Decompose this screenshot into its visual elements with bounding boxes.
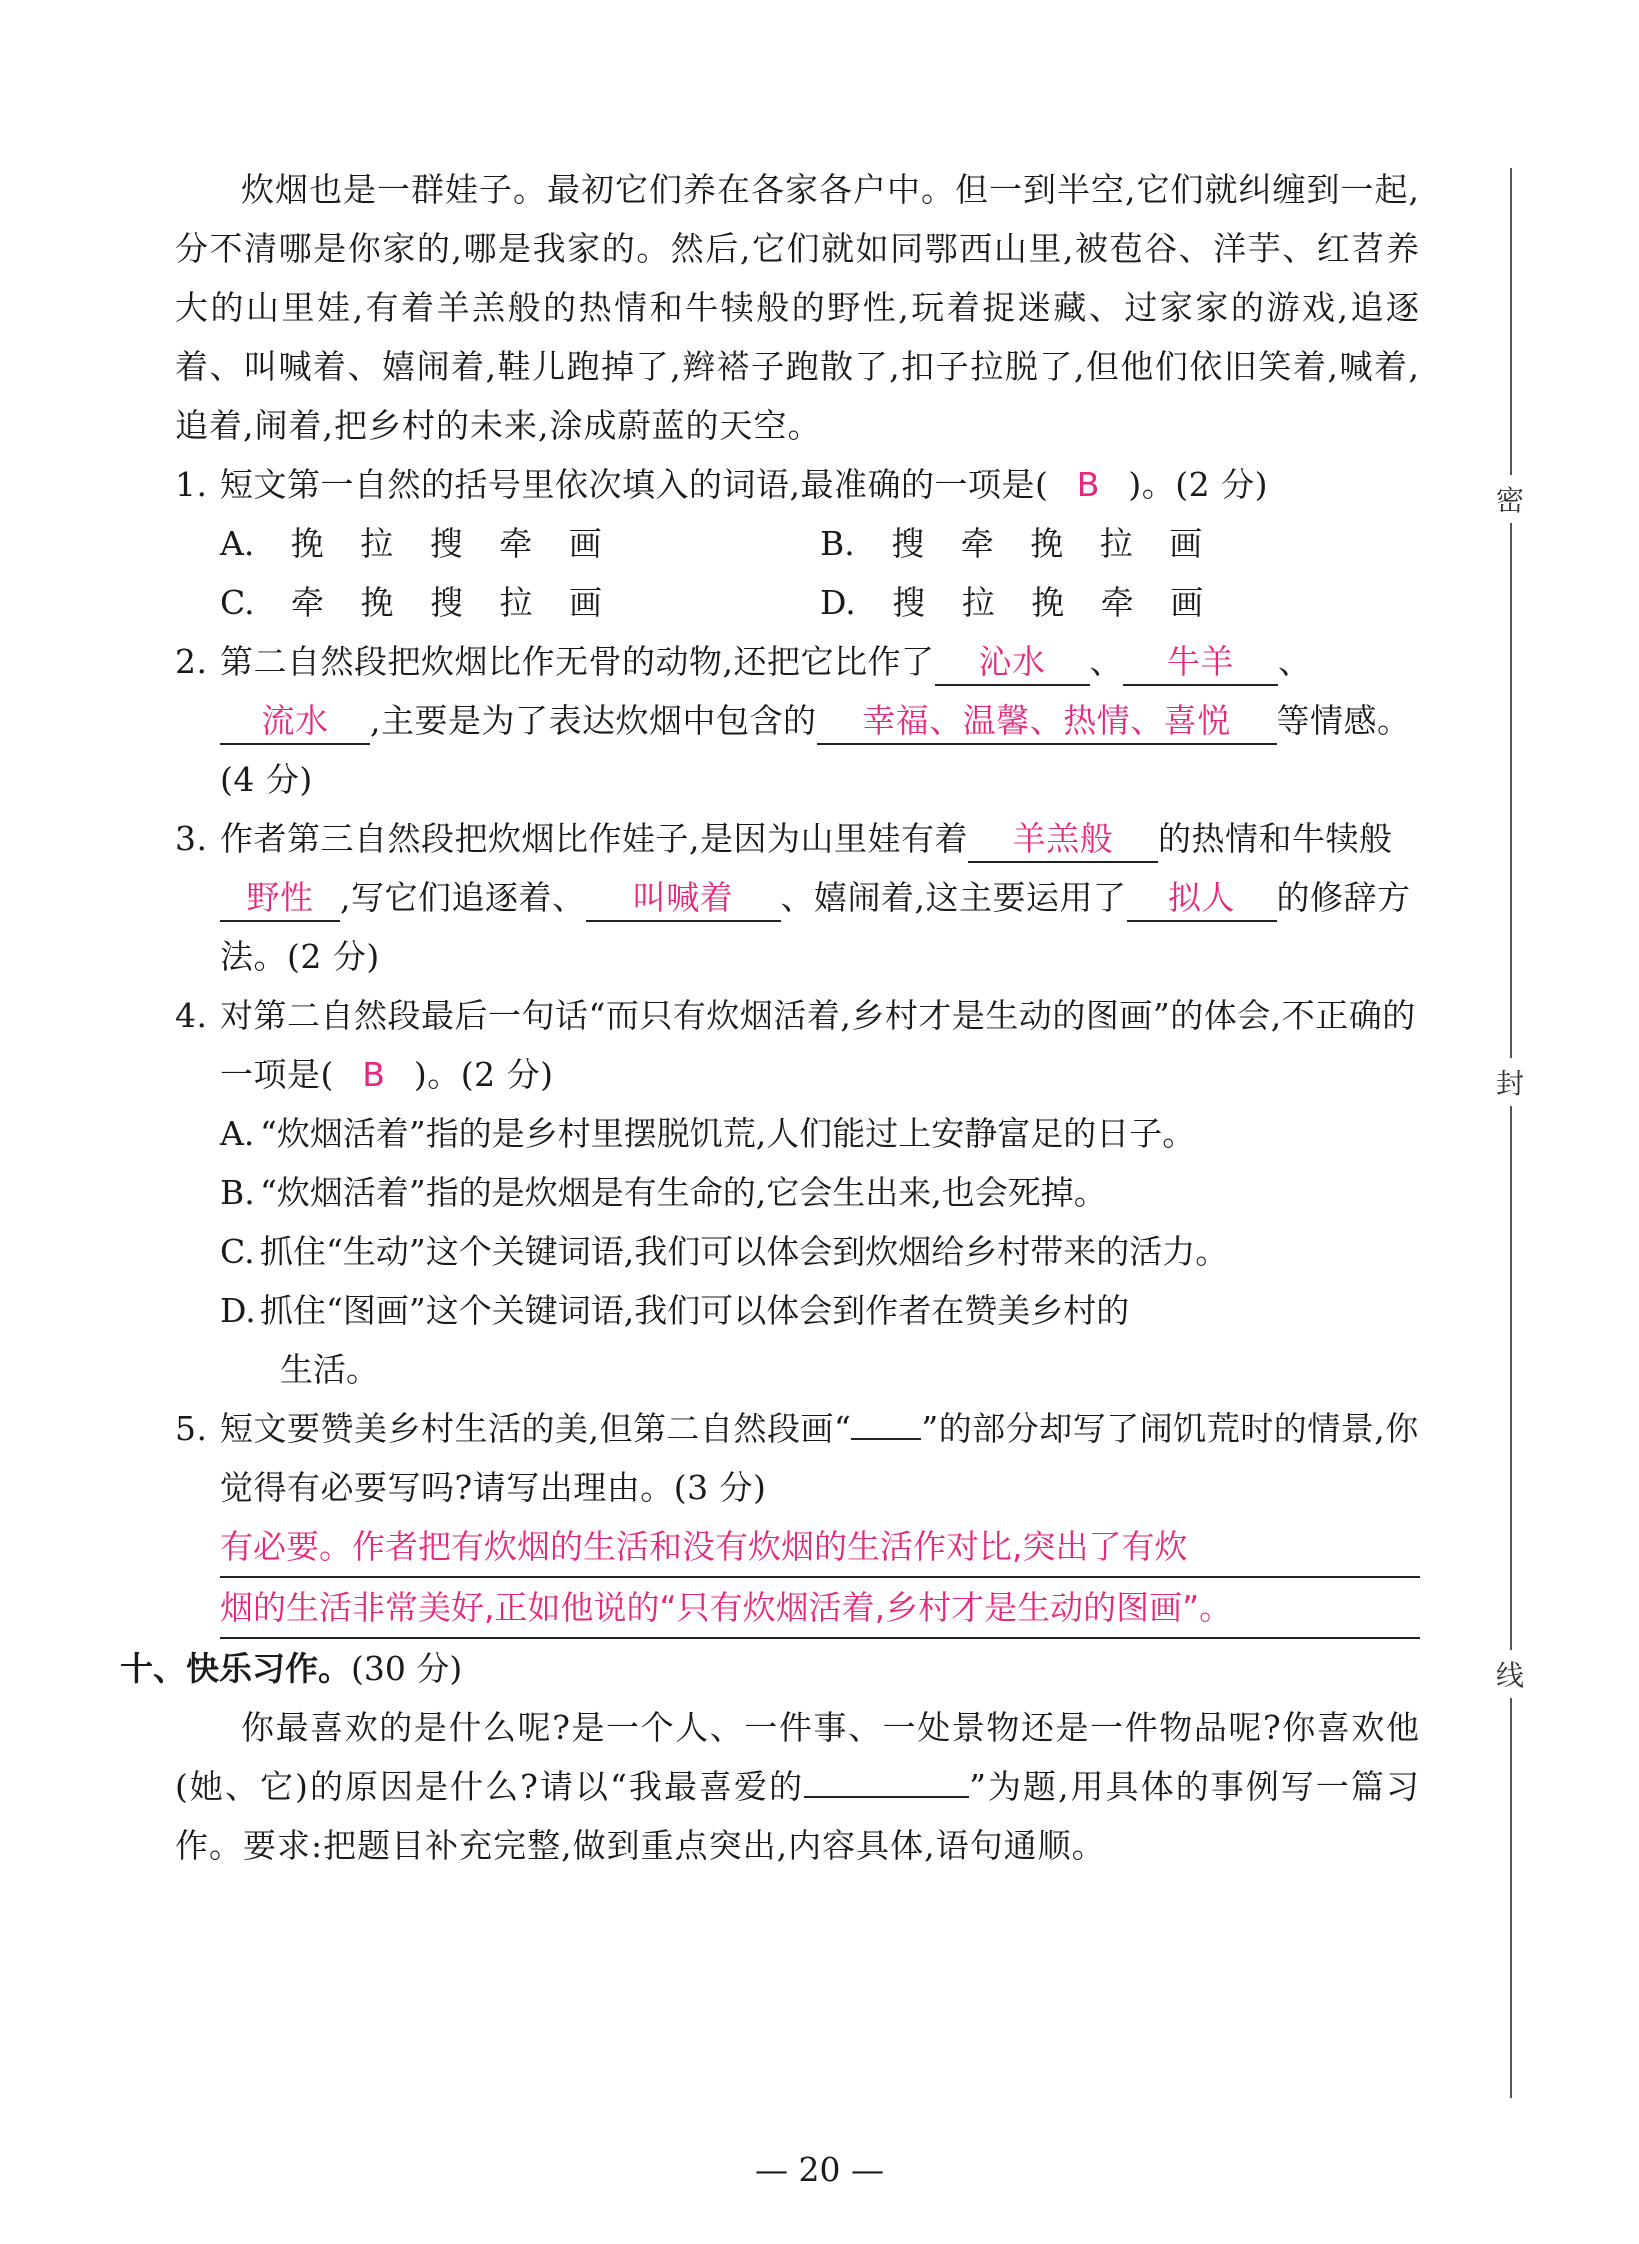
option-label: D.: [220, 1291, 256, 1330]
question-number: 5.: [175, 1409, 208, 1448]
title-blank: [804, 1796, 969, 1798]
option-label: B.: [220, 1173, 255, 1212]
q1-options: [175, 514, 1420, 632]
option-text: “炊烟活着”指的是炊烟是有生命的,它会生出来,也会死掉。: [260, 1173, 1107, 1212]
question-points: )。(2 分): [413, 1055, 554, 1094]
question-4: [175, 986, 1420, 1104]
answer-blank: 牛羊: [1123, 640, 1278, 686]
q5-answer: [220, 1517, 1420, 1639]
option-label: A.: [220, 1114, 255, 1153]
question-text: 第二自然段把炊烟比作无骨的动物,还把它比作了: [220, 642, 935, 681]
option-label: C.: [220, 1232, 255, 1271]
question-1: [175, 455, 1420, 514]
answer-blank: 叫喊着: [586, 876, 781, 922]
section-10-heading: [120, 1639, 1420, 1698]
question-text: 对第二自然段最后一句话“而只有炊烟活着,乡村才是生动的图画”的体会,不正确的一项是(: [220, 996, 1416, 1094]
question-number: 2.: [175, 642, 208, 681]
question-3: [175, 809, 1420, 986]
answer-choice: B: [362, 1055, 386, 1094]
answer-blank: 拟人: [1127, 876, 1277, 922]
answer-blank: 流水: [220, 699, 370, 745]
q4-option-c: [175, 1222, 1420, 1281]
option-text: “炊烟活着”指的是乡村里摆脱饥荒,人们能过上安静富足的日子。: [260, 1114, 1196, 1153]
option-d: D. 搜 拉 挽 牵 画: [820, 583, 1204, 622]
question-text: 的修辞方法。(2 分): [220, 878, 1411, 976]
question-text: ,写它们追逐着、: [340, 878, 586, 917]
question-5: [175, 1399, 1420, 1517]
question-text: 的热情和牛犊般: [1158, 819, 1393, 858]
writing-prompt: [175, 1698, 1420, 1875]
question-text: ,主要是为了表达炊烟中包含的: [370, 701, 817, 740]
binding-line: [1510, 168, 1512, 2098]
answer-line-1: 有必要。作者把有炊烟的生活和没有炊烟的生活作对比,突出了有炊: [220, 1517, 1420, 1578]
margin-xian: 线: [1490, 1650, 1530, 1698]
q4-option-d-continued: 生活。: [280, 1350, 379, 1389]
q4-option-b: [175, 1163, 1420, 1222]
passage-paragraph: 炊烟也是一群娃子。最初它们养在各家各户中。但一到半空,它们就纠缠到一起,分不清哪是你家的,哪是我家的。然后,它们就如同鄂西山里,被苞谷、洋芋、红苕养大的山里娃,有着羊羔般的热情和牛犊般的野性,玩着捉迷藏、过家家的游戏,追逐着、叫喊着、嬉闹着,鞋儿跑掉了,辫褡子跑散了,扣子拉脱了,但他们依旧笑着,喊着,追着,闹着,把乡村的未来,涂成蔚蓝的天空。: [175, 170, 1420, 445]
margin-mi: 密: [1490, 475, 1530, 523]
separator: 、: [1089, 642, 1123, 681]
underline-blank: [851, 1438, 921, 1440]
question-number: 4.: [175, 996, 208, 1035]
question-text: 短文第一自然的括号里依次填入的词语,最准确的一项是(: [220, 465, 1049, 504]
q4-option-d: [175, 1281, 1420, 1340]
q4-option-a: [175, 1104, 1420, 1163]
separator: 、: [1278, 642, 1312, 681]
question-text: 作者第三自然段把炊烟比作娃子,是因为山里娃有着: [220, 819, 968, 858]
prompt-text: 你最喜欢的是什么呢?是一个人、一件事、一处景物还是一件物品呢?你喜欢他(她、它)的原因是什么?请以“我最喜爱的: [175, 1708, 1420, 1806]
section-points: (30 分): [351, 1649, 463, 1688]
option-text: 抓住“生动”这个关键词语,我们可以体会到炊烟给乡村带来的活力。: [260, 1232, 1229, 1271]
option-a: A. 挽 拉 搜 牵 画: [220, 524, 602, 563]
question-text: 、嬉闹着,这主要运用了: [780, 878, 1127, 917]
question-text: ”的部分却写了闹饥荒时的情景,你觉得有必要写吗?请写出理由。(3 分): [220, 1409, 1419, 1507]
prompt-text: ”为题,用具体的事例写一篇习作。要求:把题目补充完整,做到重点突出,内容具体,语句通顺。: [175, 1767, 1420, 1865]
page-number: — 20 —: [755, 2150, 884, 2189]
answer-line-2: 烟的生活非常美好,正如他说的“只有炊烟活着,乡村才是生动的图画”。: [220, 1578, 1420, 1639]
question-points: )。(2 分): [1128, 465, 1268, 504]
answer-blank: 羊羔般: [968, 817, 1158, 863]
question-text: 短文要赞美乡村生活的美,但第二自然段画“: [220, 1409, 852, 1448]
margin-feng: 封: [1490, 1058, 1530, 1106]
section-title: 十、快乐习作。: [120, 1649, 351, 1688]
option-c: C. 牵 挽 搜 拉 画: [220, 583, 603, 622]
question-text: 等情感。(4 分): [220, 701, 1411, 799]
answer-blank: 幸福、温馨、热情、喜悦: [817, 699, 1277, 745]
option-text: 抓住“图画”这个关键词语,我们可以体会到作者在赞美乡村的: [260, 1291, 1130, 1330]
answer-blank: 野性: [220, 876, 340, 922]
worksheet-content: [120, 160, 1420, 1875]
answer-choice: B: [1076, 465, 1100, 504]
answer-blank: 沁水: [935, 640, 1090, 686]
question-2: [175, 632, 1420, 809]
question-number: 3.: [175, 819, 208, 858]
question-number: 1.: [175, 465, 208, 504]
option-b: B. 搜 牵 挽 拉 画: [820, 524, 1203, 563]
